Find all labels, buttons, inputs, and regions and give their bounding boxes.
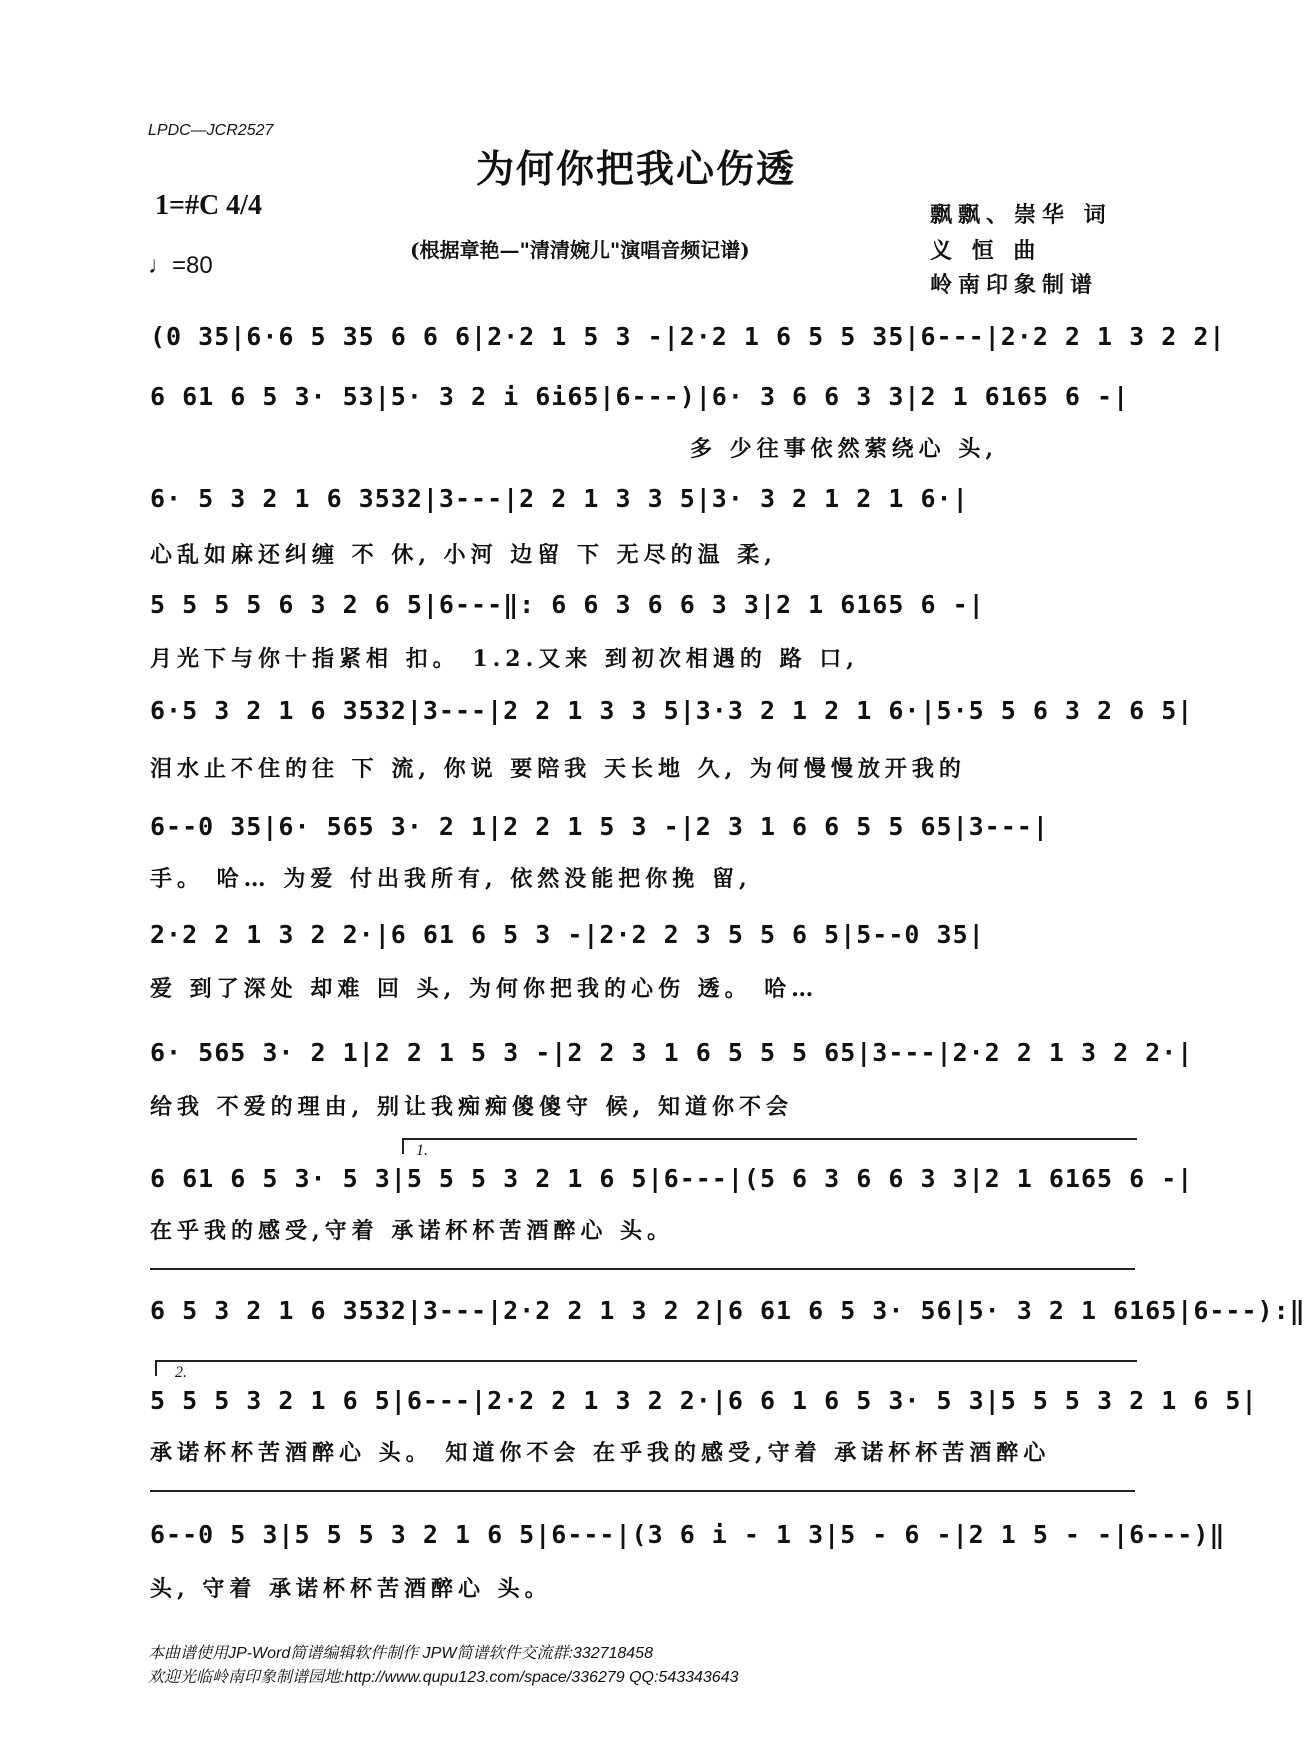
score-row-notes: 6--0 35|6· 565 3· 2 1|2 2 1 5 3 -|2 3 1 6 6 5 5 65|3---| <box>150 812 1049 841</box>
footer-software-note: 本曲谱使用JP-Word简谱编辑软件制作 JPW简谱软件交流群:332718458 <box>148 1645 653 1662</box>
score-row-lyrics: 手。 哈… 为爱 付出我所有, 依然没能把你挽 留, <box>150 866 752 892</box>
score-row-lyrics: 在乎我的感受,守着 承诺杯杯苦酒醉心 头。 <box>150 1218 674 1244</box>
volta-bracket-2 <box>155 1360 1137 1381</box>
score-row-notes: 2·2 2 1 3 2 2·|6 61 6 5 3 -|2·2 2 3 5 5 6 5|5--0 35| <box>150 920 985 949</box>
score-row-lyrics: 承诺杯杯苦酒醉心 头。 知道你不会 在乎我的感受,守着 承诺杯杯苦酒醉心 <box>150 1440 1051 1466</box>
score-row-notes: 6--0 5 3|5 5 5 3 2 1 6 5|6---|(3 6 i - 1 3|5 - 6 -|2 1 5 - -|6---)‖ <box>150 1520 1226 1549</box>
score-row-notes: 5 5 5 3 2 1 6 5|6---|2·2 2 1 3 2 2·|6 6 1 6 5 3· 5 3|5 5 5 3 2 1 6 5| <box>150 1386 1258 1415</box>
score-row-notes: 6·5 3 2 1 6 3532|3---|2 2 1 3 3 5|3·3 2 1 2 1 6·|5·5 5 6 3 2 6 5| <box>150 696 1194 725</box>
tempo-marking: ♩=80 <box>148 252 213 279</box>
score-row-lyrics: 爱 到了深处 却难 回 头, 为何你把我的心伤 透。 哈… <box>150 976 819 1002</box>
volta-bracket-1 <box>402 1138 1137 1159</box>
score-row-lyrics: 泪水止不住的往 下 流, 你说 要陪我 天长地 久, 为何慢慢放开我的 <box>150 756 966 782</box>
score-row-notes: 6 5 3 2 1 6 3532|3---|2·2 2 1 3 2 2|6 61 6 5 3· 56|5· 3 2 1 6165|6---):‖ <box>150 1296 1306 1325</box>
score-row-notes: (0 35|6·6 5 35 6 6 6|2·2 1 5 3 -|2·2 1 6 5 5 35|6---|2·2 2 1 3 2 2| <box>150 322 1226 351</box>
footer-website-note: 欢迎光临岭南印象制谱园地:http://www.qupu123.com/space/336279 QQ:543343643 <box>148 1669 739 1686</box>
divider-line <box>150 1268 1135 1270</box>
score-row-lyrics: 头, 守着 承诺杯杯苦酒醉心 头。 <box>150 1576 552 1602</box>
song-title: 为何你把我心伤透 <box>475 146 796 191</box>
score-row-lyrics: 心乱如麻还纠缠 不 休, 小河 边留 下 无尽的温 柔, <box>150 542 777 568</box>
score-row-notes: 6 61 6 5 3· 5 3|5 5 5 3 2 1 6 5|6---|(5 6 3 6 6 3 3|2 1 6165 6 -| <box>150 1164 1194 1193</box>
score-row-lyrics: 给我 不爱的理由, 别让我痴痴傻傻守 候, 知道你不会 <box>150 1094 793 1120</box>
volta-label: 1. <box>416 1142 428 1159</box>
divider-line <box>150 1490 1135 1492</box>
volta-label: 2. <box>175 1364 187 1381</box>
composer-credit: 义 恒 曲 <box>930 238 1042 264</box>
score-code: LPDC—JCR2527 <box>148 122 274 139</box>
score-row-notes: 5 5 5 5 6 3 2 6 5|6---‖: 6 6 3 6 6 3 3|2 1 6165 6 -| <box>150 590 985 619</box>
source-note: (根据章艳—"清清婉儿"演唱音频记谱) <box>410 238 750 262</box>
lyricist-credit: 飘飘、崇华 词 <box>930 202 1112 228</box>
score-row-lyrics: 月光下与你十指紧相 扣。 1.2.又来 到初次相遇的 路 口, <box>150 646 859 672</box>
score-row-notes: 6· 565 3· 2 1|2 2 1 5 3 -|2 2 3 1 6 5 5 5 65|3---|2·2 2 1 3 2 2·| <box>150 1038 1194 1067</box>
key-signature: 1=#C 4/4 <box>155 190 262 221</box>
arranger-credit: 岭南印象制谱 <box>930 272 1099 298</box>
score-row-notes: 6 61 6 5 3· 53|5· 3 2 i 6i65|6---)|6· 3 6 6 3 3|2 1 6165 6 -| <box>150 382 1130 411</box>
score-row-notes: 6· 5 3 2 1 6 3532|3---|2 2 1 3 3 5|3· 3 2 1 2 1 6·| <box>150 484 969 513</box>
score-row-lyrics: 多 少往事依然萦绕心 头, <box>690 436 998 462</box>
